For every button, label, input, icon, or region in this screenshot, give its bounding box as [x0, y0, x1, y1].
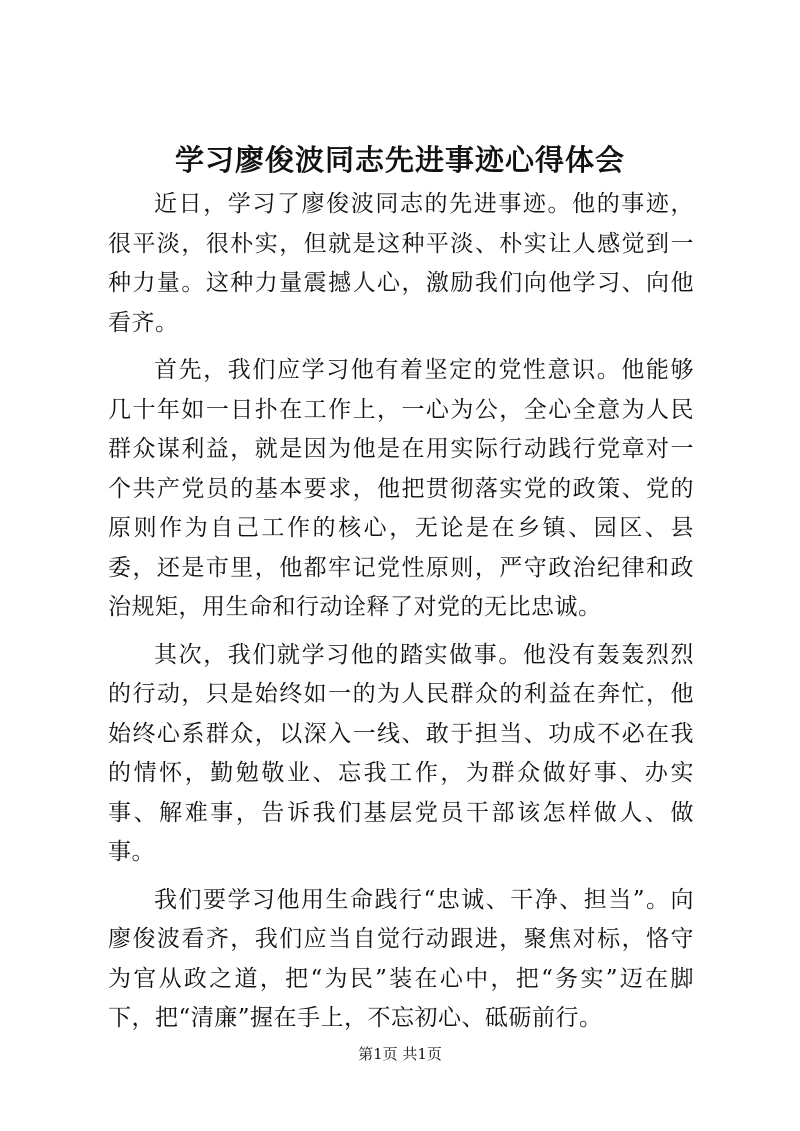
paragraph-3: 其次，我们就学习他的踏实做事。他没有轰轰烈烈的行动，只是始终如一的为人民群众的利益在奔忙，他始终心系群众，以深入一线、敢于担当、功成不必在我的情怀，勤勉敬业、忘我工作，为群众做好事、办实事、解难事，告诉我们基层党员干部该怎样做人、做事。 — [108, 641, 694, 865]
paragraph-4: 我们要学习他用生命践行“忠诚、干净、担当”。向廖俊波看齐，我们应当自觉行动跟进，聚焦对标，恪守为官从政之道，把“为民”装在心中，把“务实”迈在脚下，把“清廉”握在手上，不忘初心、砥砺前行。 — [108, 886, 694, 1031]
paragraph-2: 首先，我们应学习他有着坚定的党性意识。他能够几十年如一日扑在工作上，一心为公，全心全意为人民群众谋利益，就是因为他是在用实际行动践行党章对一个共产党员的基本要求，他把贯彻落实党的政策、党的原则作为自己工作的核心，无论是在乡镇、园区、县委，还是市里，他都牢记党性原则，严守政治纪律和政治规矩，用生命和行动诠释了对党的无比忠诚。 — [108, 357, 694, 620]
page-footer: 第1页 共1页 — [358, 1045, 442, 1063]
document-title: 学习廖俊波同志先进事迹心得体会 — [174, 143, 625, 177]
paragraph-1: 近日，学习了廖俊波同志的先进事迹。他的事迹，很平淡，很朴实，但就是这种平淡、朴实让人感觉到一种力量。这种力量震撼人心，激励我们向他学习、向他看齐。 — [108, 191, 694, 336]
document-body — [108, 185, 694, 1047]
